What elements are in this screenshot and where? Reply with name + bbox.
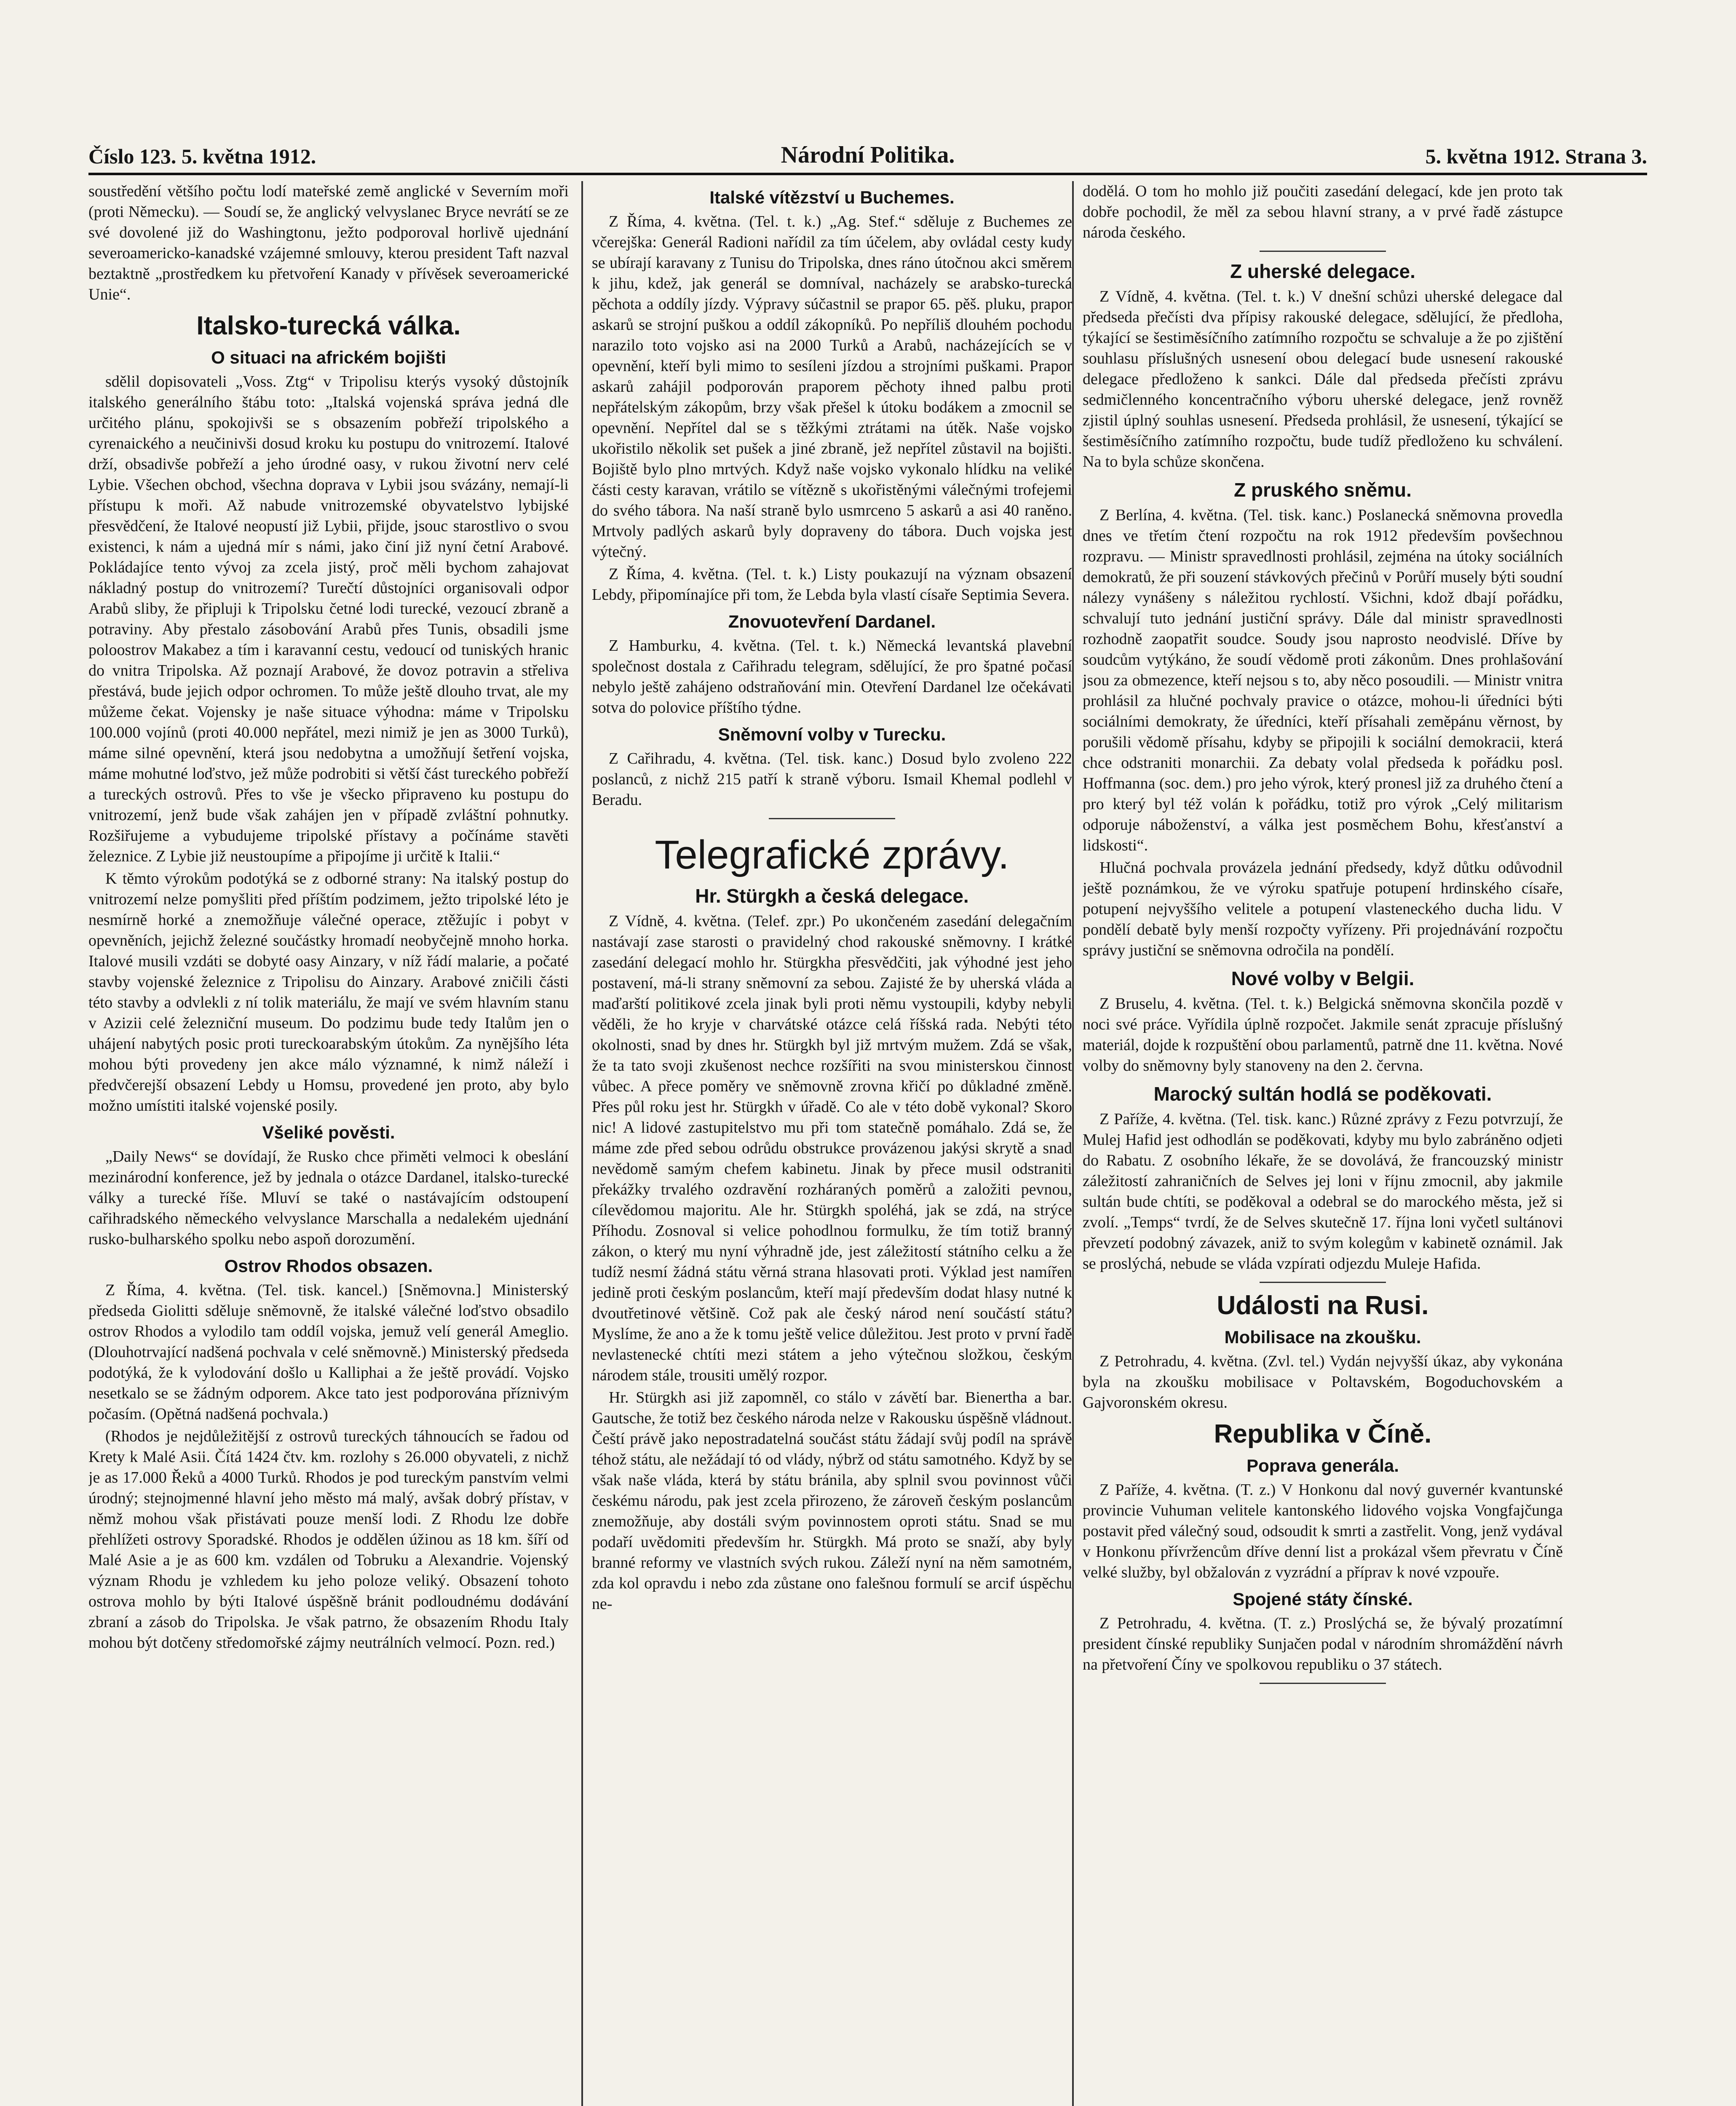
masthead: Národní Politika. (781, 142, 955, 168)
separator-rule (1260, 1282, 1386, 1283)
article-text: sdělil dopisovateli „Voss. Ztg“ v Tripolisu kterýs vysoký důstojník italského generálního štábu toto: „Italská vojenská správa jedná dle určitého plánu, spokojivši se s obsazením pobřeží tripolského a cyrenaického a neučinivši dosud kroku ku postupu do vnitrozemí. Italové drží, obsadivše pobřeží a jeho úrodné oasy, v rukou životní nerv celé Lybie. Všechen obchod, všechna doprava v Lybii jsou svázány, nemají-li přístupu k moři. Až nabude vnitrozemské obyvatelstvo lybijské přesvědčení, že Italové neopustí již Lybii, přijde, jsouc starostlivo o svou existenci, k nám a ujedná mír s námi, jako činí již nyní četní Arabové. Pokládajíce tento vývoj za zcela jistý, proč měli bychom zahajovat nákladný postup do vnitrozemí? Turečtí důstojníci organisovali odpor Arabů sliby, že připluji k Tripolsku četné lodi turecké, vezoucí zbraně a potraviny. Aby přestalo zásobování Arabů přes Tunis, obsadili jsme poloostrov Makabez a tím i karavanní cestu, vedoucí od tuniských hranic do vnitra Tripolska. Až poznají Arabové, že dovoz potravin a střeliva přestává, bude jejich odpor ochromen. To může ještě dlouho trvat, ale my můžeme čekat. Vojensky je naše situace výhodna: máme v Tripolsku 100.000 vojínů (proti 40.000 nepřátel, mezi nimiž je jen as 3000 Turků), máme silné opevnění, která jsou nedobytna a umožňují šetření vojska, máme mohutné loďstvo, jež může podrobiti si větší část tureckého pobřeží a tureckých ostrovů. Přes to vše je všecko připraveno ku postupu do vnitrozemí, jenž bude však zahájen jen v případě zvláštní pohnutky. Rozšiřujeme a vybudujeme tripolské přístavy a počínáme stavěti železnice. Z Lybie již neustoupíme a připojíme ji určitě k Italii.“ (88, 373, 569, 865)
article-heading: Marocký sultán hodlá se poděkovati. (1153, 1083, 1492, 1105)
article-text: Z Petrohradu, 4. května. (T. z.) Proslýchá se, že bývalý prozatímní president čínské republiky Sunjačen podal v národním shromáždění návrh na přetvoření Číny ve spolkovou republiku o 37 státech. (1083, 1614, 1563, 1673)
article-text: K těmto výrokům podotýká se z odborné strany: Na italský postup do vnitrozemí nelze pomyšliti před příštím podzimem, ježto tripolské léto je nesmírně horké a znemožňuje válečné operace, ztěžujíc i pobyt v opevněních, jejichž železné součástky hromadí neobyčejně mnoho horka. Italové musili vzdáti se dobyté oasy Ainzary, v níž řádí malarie, a počaté stavby vojenské železnice z Tripolisu do Ainzary. Arabové zničili části této stavby a odvlekli z ní tolik materiálu, že mají ve svém hlavním stanu v Azizii celé železniční museum. Do podzimu bude tedy Italům jen o uhájení nabytých posic proti tureckoarabským útokům. Za nynějšího léta mohou býti provedeny jen akce málo významné, k nimž náleží i předvčerejší obsazení Lebdy u Homsu, provedené jen proto, aby bylo možno umístiti italské vojenské posily. (88, 870, 569, 1114)
article-heading: Sněmovní volby v Turecku. (718, 724, 946, 744)
column-2 (592, 181, 1072, 2106)
article-text: Z Vídně, 4. května. (Tel. t. k.) V dnešní schůzi uherské delegace dal předseda přečísti dva přípisy rakouské delegace, sdělující, že předloha, týkající se šestiměsíčního zatímního rozpočtu se schvaluje a že po zjištění souhlasu příslušných usnesení obou delegací bude usnesení rakouské delegace předloženo k sankci. Dále dal předseda přečísti zprávu sedmičlenného koncentračního výboru uherské delegace, jenž rovněž zjistil úplný souhlas usnesení. Předseda prohlásil, že usnesení, týkající se šestiměsíčního zatímního rozpočtu, bude tudíž předloženo ku schválení. Na to byla schůze skončena. (1083, 288, 1563, 470)
article-heading: Spojené státy čínské. (1233, 1589, 1413, 1609)
section-title: Telegrafické zprávy. (655, 832, 1009, 877)
article-heading: Hr. Stürgkh a česká delegace. (695, 885, 969, 907)
article-text: Z Cařihradu, 4. května. (Tel. tisk. kanc.) Dosud bylo zvoleno 222 poslanců, z nichž 215 patří k straně výboru. Ismail Khemal podlehl v Beradu. (592, 750, 1072, 809)
section-heading: Italsko-turecká válka. (196, 311, 461, 340)
article-text: Z Paříže, 4. května. (T. z.) V Honkonu dal nový guvernér kvantunské provincie Vuhuman velitele kantonského lidového vojska Vongfajčunga postavit před válečný soud, odsoudit k smrti a zastřelit. Vong, jenž vydával v Honkonu přívržencům dříve denní list a prokázal všem převratu v Číně velké služby, byl obžalován z vyzrádní a příprav k nové vzpouře. (1083, 1481, 1563, 1581)
column-3 (1083, 181, 1563, 2106)
article-heading: O situaci na africkém bojišti (211, 347, 446, 367)
article-heading: Znovuotevření Dardanel. (728, 612, 936, 631)
article-text: Z Říma, 4. května. (Tel. t. k.) Listy poukazují na význam obsazení Lebdy, připomínajíce při tom, že Lebda byla vlastí císaře Septimia Severa. (592, 565, 1072, 604)
article-heading: Z pruského sněmu. (1234, 479, 1412, 501)
column-divider (581, 181, 583, 2106)
separator-rule (1260, 1683, 1386, 1684)
article-text: (Rhodos je nejdůležitější z ostrovů tureckých táhnoucích se řadou od Krety k Malé Asii. Čítá 1424 čtv. km. rozlohy s 26.000 obyvateli, z nichž je as 17.000 Řeků a 4000 Turků. Rhodos je pod tureckým panstvím velmi úrodný; stejnojmenné hlavní jeho město má malý, avšak dobrý přístav, v němž mohou však přistávati pouze menší lodi. Z Rhodu lze dobře přehlížeti ostrovy Sporadské. Rhodos je oddělen úžinou as 18 km. šíří od Malé Asie a je as 600 km. vzdálen od Tobruku a Alexandrie. Vojenský význam Rhodu je vzhledem ku jeho poloze veliký. Obsazení tohoto ostrova mohlo by býti Italové úspěšně bránit podloudnému dodávání zbraní a zásob do Tripolska. Je však patrno, že obsazením Rhodu Italy mohou být dotčeny středomořské zájmy neutrálních velmocí. Pozn. red.) (88, 1427, 569, 1652)
article-text: Z Hamburku, 4. května. (Tel. t. k.) Německá levantská plavební společnost dostala z Cařihradu telegram, sdělující, že pro špatné počasí nebylo ještě zahájeno odstraňování min. Otevření Dardanel lze očekávati sotva do polovice příštího týdne. (592, 637, 1072, 716)
article-text: Z Petrohradu, 4. května. (Zvl. tel.) Vydán nejvyšší úkaz, aby vykonána byla na zkoušku mobilisace v Poltavském, Bogoduchovském a Gajvoronském okresu. (1083, 1352, 1563, 1411)
section-heading: Republika v Číně. (1214, 1419, 1432, 1449)
article-text: Z Říma, 4. května. (Tel. t. k.) „Ag. Stef.“ sděluje z Buchemes ze včerejška: Generál Radioni nařídil za tím účelem, aby ovládal cesty kudy se ubírají karavany z Tunisu do Tripolska, dnes ráno útočnou akci směrem k jihu, kdež, jak generál se domníval, nacházely se arabsko-turecká pěchota a oddíly jízdy. Výpravy súčastnil se prapor 65. pěš. pluku, prapor askarů se strojní puškou a oddíl zákopníků. Po nepříliš dlouhém pochodu narazilo toto vojsko asi na 2000 Turků a Arabů, nacházejících se v opevnění, kteří byli mimo to sesíleni jízdou a strojními puškami. Prapor askarů zahájil podporován praporem pěchoty ihned palbu proti nepřátelským zákopům, brzy však přešel k útoku bodákem a zmocnil se opevnění. Nepřítel dal se s těžkými ztrátami na útěk. Naše vojsko ukořistilo několik set pušek a jiné zbraně, jež nepřítel zůstavil na bojišti. Bojiště bylo plno mrtvých. Když naše vojsko vykonalo hlídku na veliké části cesty karavan, vrátilo se vítězně s ukořistěnými válečnými trofejemi do svého tábora. Na naší straně bylo usmrceno 5 askarů a asi 40 raněno. Mrtvoly padlých askarů byly dopraveny do tábora. Duch vojska jest výtečný. (592, 213, 1072, 561)
article-text: Z Říma, 4. května. (Tel. tisk. kancel.) [Sněmovna.] Ministerský předseda Giolitti sděluje sněmovně, že italské válečné loďstvo obsadilo ostrov Rhodos a vylodilo tam oddíl vojska, jemuž velí generál Ameglio. (Dlouhotrvající nadšená pochvala v celé sněmovně.) Ministerský předseda podotýká, že k vylodování došlo u Kalliphai a že ještě provádí. Vojsko nesetkalo se se žádným odporem. Akce tato jest podporována příznivým počasím. (Opětná nadšená pochvala.) (88, 1281, 569, 1423)
article-text: dodělá. O tom ho mohlo již poučiti zasedání delegací, kde jen proto tak dobře pochodil, že měl za sebou hlavní strany, a v prvé řadě zástupce národa českého. (1083, 182, 1563, 241)
article-heading: Mobilisace na zkoušku. (1224, 1327, 1421, 1347)
article-text: Z Paříže, 4. května. (Tel. tisk. kanc.) Různé zprávy z Fezu potvrzují, že Mulej Hafid jest odhodlán se poděkovati, kdyby mu bylo zabráněno odjeti do Rabatu. Z osobního lékaře, že se dovolává, že francouzský ministr záležitostí zahraničních de Selves jej loni v říjnu zmocnil, aby jakmile sultán bude chtíti, se poděkoval a odebral se do marockého města, jež si zvolí. „Temps“ tvrdí, že de Selves skutečně 17. října loni vyčetl sultánovi převzetí podobný závazek, aniž to svým kolegům v kabinetě oznámil. Jak se proslýchá, nebude se vláda vzpírati odjezdu Muleje Hafida. (1083, 1110, 1563, 1272)
column-divider (1072, 181, 1074, 2106)
article-heading: Všeliké pověsti. (262, 1122, 395, 1142)
article-text: Hr. Stürgkh asi již zapomněl, co stálo v závětí bar. Bienertha a bar. Gautsche, že totiž bez českého národa nelze v Rakousku úspěšně vládnout. Čeští právě jako nepostradatelná součást státu žádají svůj podíl na správě téhož státu, ale nežádají tó od vlády, nýbrž od státu samotného. Když by se však naše vláda, která by státu bránila, aby splnil svou povinnost vůči českému národu, pak jest zcela přirozeno, že zároveň českým poslancům znemožňuje, aby dostáli svým povinnostem oproti státu. Snad se mu podaří uvědomiti především hr. Stürgkh. Má proto se snaží, aby byly branné reformy ve vlastních svých rukou. Záleží nyní na něm samotném, zda kol opravdu i nebo zda zůstane ono falešnou formulí se arcif úspěchu ne- (592, 1389, 1072, 1613)
article-text: „Daily News“ se dovídají, že Rusko chce přiměti velmoci k obeslání mezinárodní konference, jež by jednala o otázce Dardanel, italsko-turecké války a turecké říše. Mluví se také o nastávajícím odstoupení cařihradského německého velvyslance Marschalla a nedalekém ujednání rusko-bulharského spolku nebo aspoň dorozumění. (88, 1148, 569, 1248)
separator-rule (1260, 251, 1386, 252)
article-heading: Z uherské delegace. (1230, 260, 1415, 282)
article-text: soustředění většího počtu lodí mateřské země anglické v Severním moři (proti Německu). — Soudí se, že anglický velvyslanec Bryce nevrátí se ze své dovolené již do Washingtonu, ježto podporoval horlivě ujednání severoamericko-kanadské vzájemné smlouvy, kterou president Taft nazval beztaktně „prostředkem ku přetvoření Kanady v přívěsek severoamerické Unie“. (88, 182, 569, 303)
article-heading: Ostrov Rhodos obsazen. (224, 1256, 433, 1276)
separator-rule (769, 818, 895, 819)
issue-number: Číslo 123. 5. května 1912. (88, 144, 316, 168)
article-text: Z Berlína, 4. května. (Tel. tisk. kanc.) Poslanecká sněmovna provedla dnes ve třetím čtení rozpočtu na rok 1912 především povšechnou rozpravu. — Ministr spravedlnosti prohlásil, zejména na útoky sociálních demokratů, že při souzení stávkových přečinů v Porůří musely býti soudní nálezy vynášeny s náležitou rychlostí. Všichni, kdož dbají pořádku, schvalují tuto jednání justiční správy. Dále dal ministr spravedlnosti rozhodně zaopatřit soudce. Soudy jsou naprosto neodvislé. Dříve by soudcům vytýkáno, že soudí vědomě proti zákonům. Dnes prohlašování jsou za obmezence, kteří nejsou s to, aby něco posoudili. — Ministr vnitra prohlásil za hlučné pochvaly pravice o otázce, mohou-li úředníci býti sociálními demokraty, že úředníci, kteří přísahali zeměpánu věrnost, by porušili vědomě přísahu, kdyby se připojili k sociální demokracii, která chce odstraniti monarchii. Za debaty volal předseda k pořádku posl. Hoffmanna (soc. dem.) pro jeho výrok, který pronesl již za druhého čtení a pro který byl též volán k pořádku, totiž pro výrok „Celý militarism odporuje náboženství, a válka jest posměchem Bohu, křesťanství a lidskosti“. (1083, 506, 1563, 854)
article-text: Hlučná pochvala provázela jednání předsedy, když důtku odůvodnil ještě poznámkou, že ve výroku spatřuje potupení hrdinského císaře, potupení nejvyššího velitele a potupení vlasteneckého ducha lidu. V pondělí debatě byly menší rozpočty vyřízeny. Při projednávání rozpočtu správy justiční se sněmovna odročila na pondělí. (1083, 859, 1563, 959)
article-text: Z Bruselu, 4. května. (Tel. t. k.) Belgická sněmovna skončila pozdě v noci své práce. Vyřídila úplně rozpočet. Jakmile senát zpracuje příslušný materiál, dojde k rozpuštění obou parlamentů, patrně dne 11. května. Nové volby do sněmovny byly stanoveny na den 2. června. (1083, 995, 1563, 1074)
column-1 (88, 181, 569, 2106)
page-number: 5. května 1912. Strana 3. (1425, 144, 1647, 168)
section-heading: Události na Rusi. (1217, 1291, 1429, 1320)
page-header (88, 139, 1647, 175)
article-heading: Nové volby v Belgii. (1231, 967, 1415, 989)
article-text: Z Vídně, 4. května. (Telef. zpr.) Po ukončeném zasedání delegačním nastávají zase starosti o pravidelný chod rakouské sněmovny. I krátké zasedání delegací mohlo hr. Stürgkha přesvědčiti, jak výhodné jest jeho postavení, má-li strany sněmovní za sebou. Zajisté že by uherská vláda a maďarští politikové zcela jinak byli proti němu vystoupili, kdyby nebyli věděli, že ho kryje v charvátské otázce celá říšská rada. Nebýti této okolnosti, snad by dnes hr. Stürgkh byl již mrtvým mužem. Zdá se však, že ta tato svoji zkušenost nechce rozšířiti na svou ministerskou činnost vůbec. A přece poměry ve sněmovně zrovna křičí po důkladné změně. Přes půl roku jest hr. Stürgkh v úřadě. Co ale v této době vykonal? Skoro nic! A lidové zastupitelstvo mu při tom statečně pomáhalo. Zdá se, že máme zde před sebou odrůdu obstrukce provázenou jakýsi skrytě a snad nevědomě samým chefem kabinetu. Jinak by přece musil odstraniti překážky trvalého ozdravění rozháraných poměrů a založiti pevnou, cílevědomou majoritu. Ale hr. Stürgkh spoléhá, jak se zdá, na strýce Příhodu. Zosnoval si velice pohodlnou formulku, že tím totiž branný zákon, o který mu nyní výhradně jde, jest záležitostí státního celku a že tudíž nesmí žádná státu věrná strana hlasovati proti. Výklad jest namířen jedině proti českým poslancům, kteří mají především dodat hlasy nutné k dvoutřetinové většině. Což pak ale český národ není součástí státu? Myslíme, že ano a že k tomu ještě velice důležitou. Jest proto v první řadě nevlastenecké chtíti mezi státem a jeho výtečnou složkou, českým národem stále, trousiti umělý rozpor. (592, 912, 1072, 1384)
article-heading: Italské vítězství u Buchemes. (709, 187, 955, 207)
article-heading: Poprava generála. (1246, 1456, 1399, 1475)
